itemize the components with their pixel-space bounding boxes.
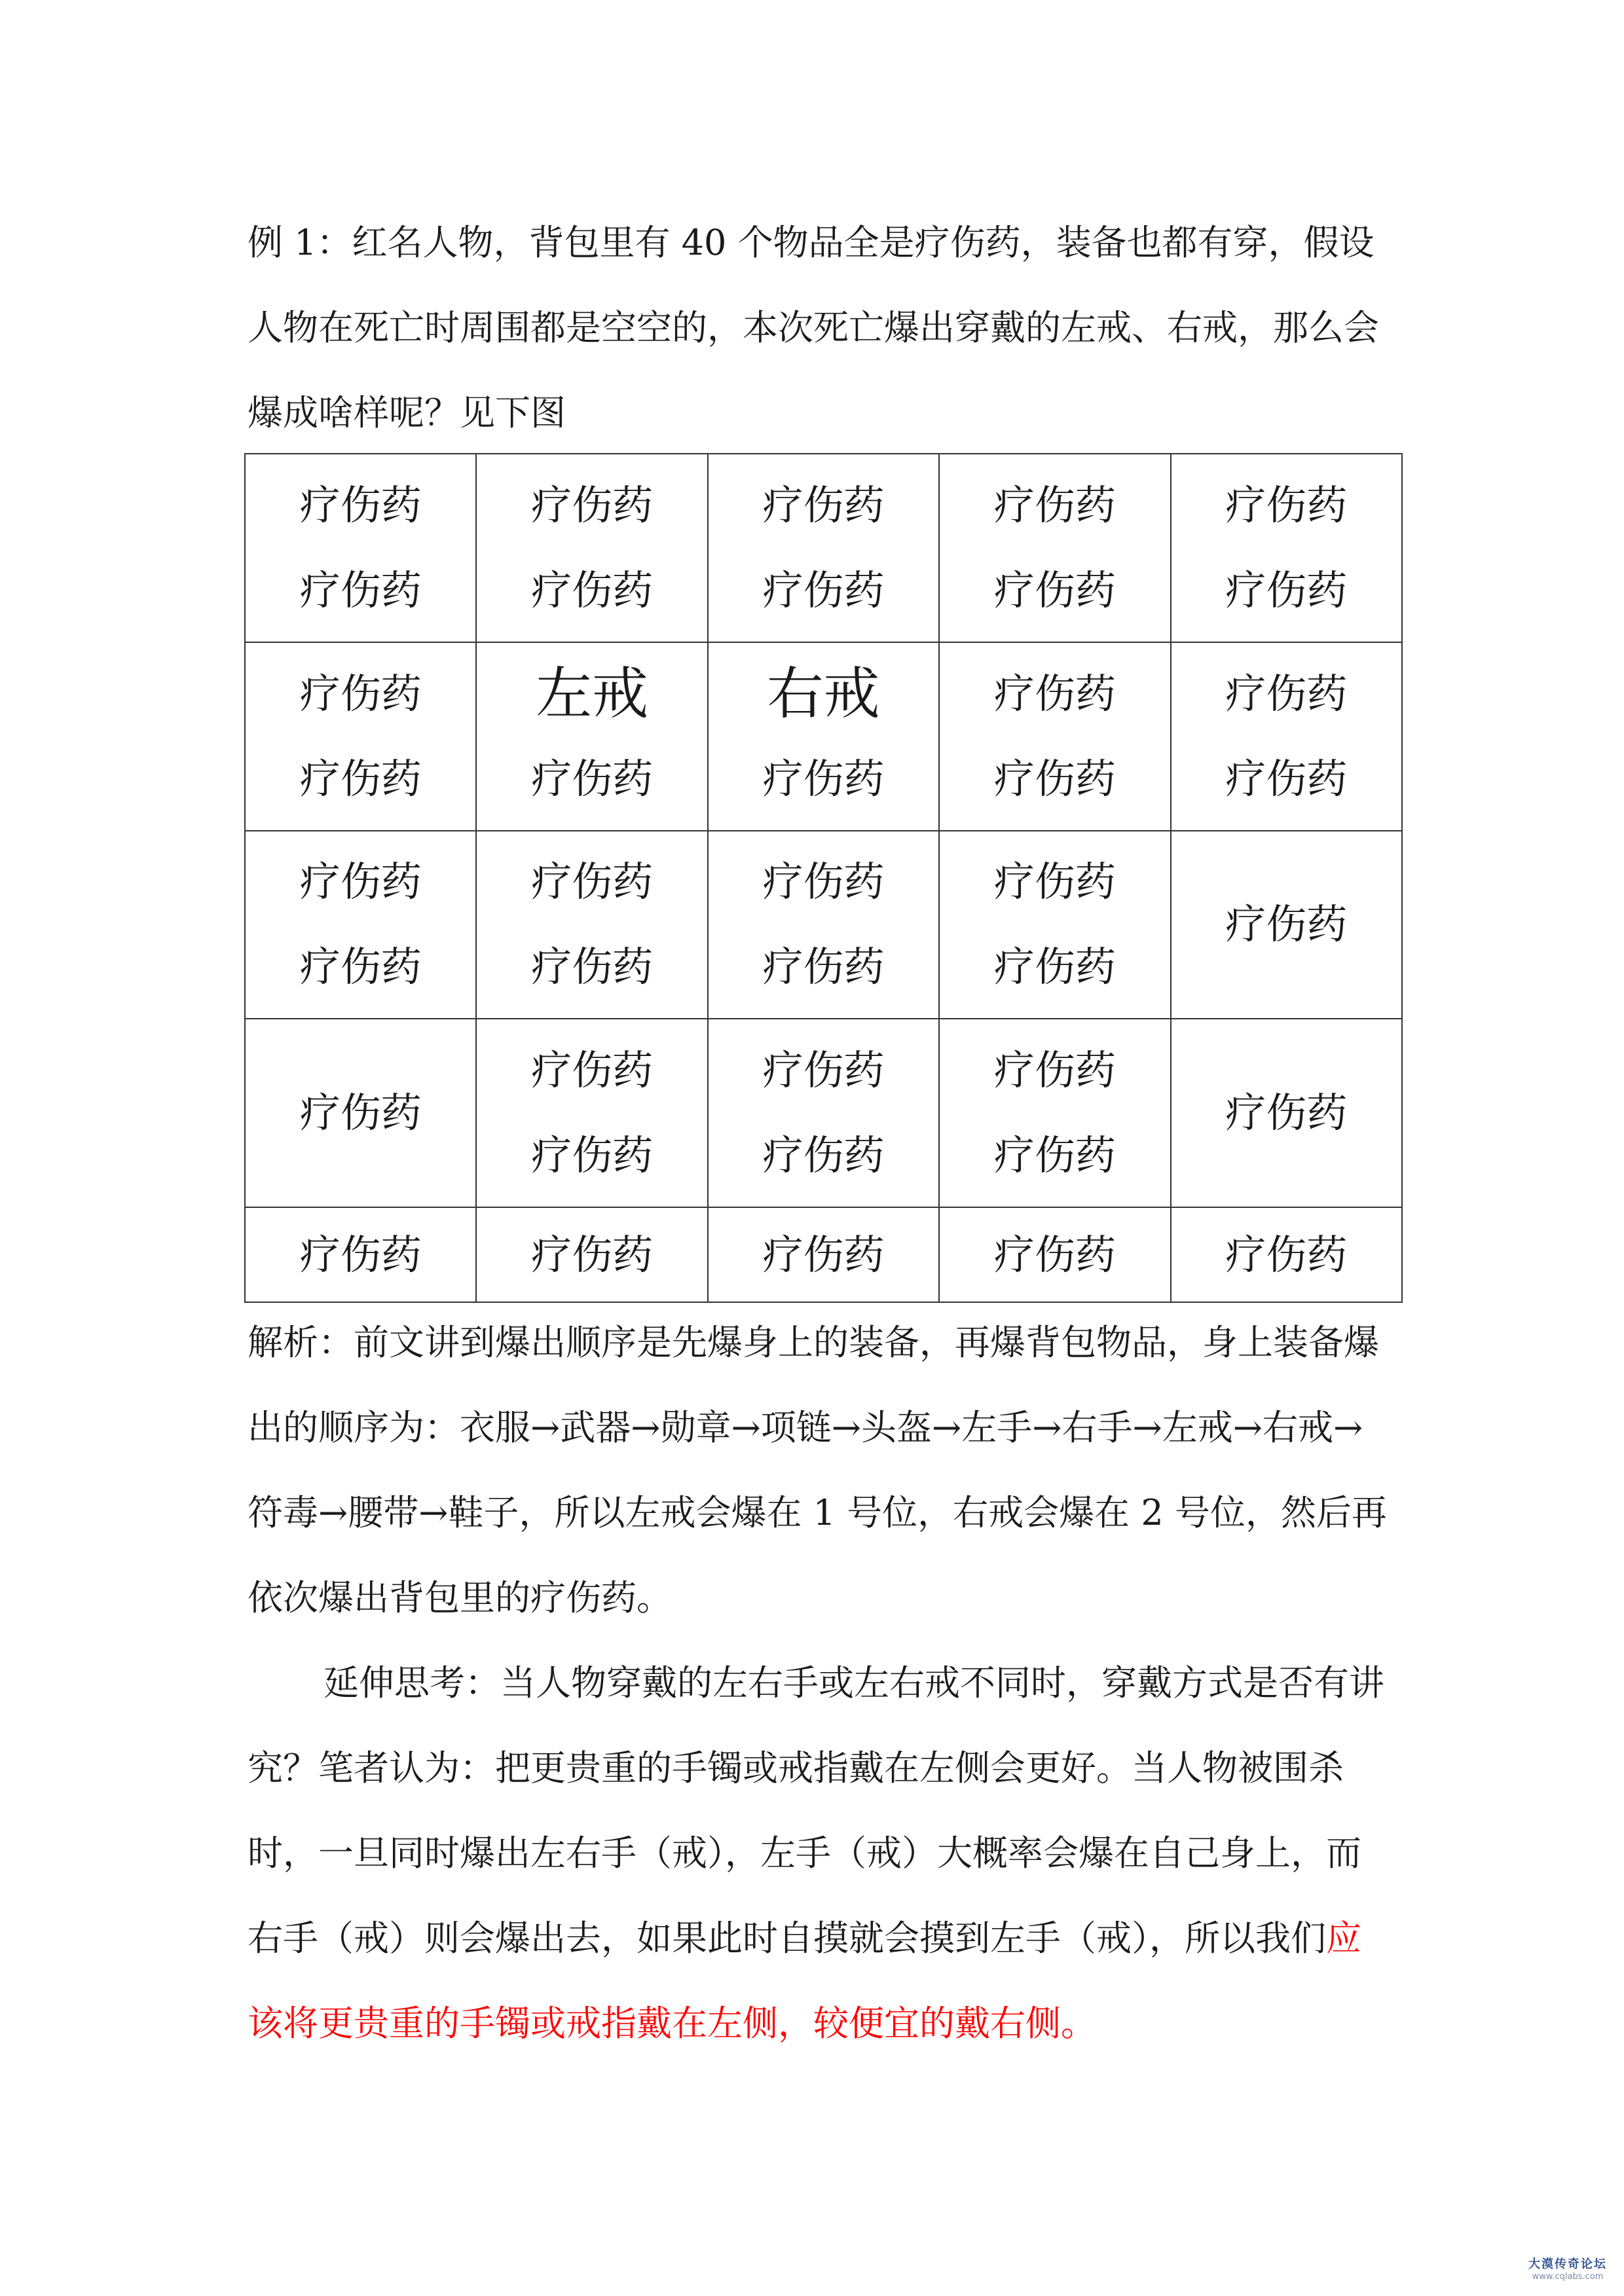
cell-item: 疗伤药 (1225, 900, 1348, 949)
grid-cell (1171, 831, 1402, 1019)
cell-item: 疗伤药 (531, 566, 654, 614)
intro-paragraph: 例 1：红名人物，背包里有 40 个物品全是疗伤药，装备也都有穿，假设人物在死亡时周围都是空空的，本次死亡爆出穿戴的左戒、右戒，那么会爆成啥样呢？见下图 (248, 222, 1379, 433)
grid-body (245, 454, 1402, 1302)
grid-cell (1171, 454, 1402, 642)
grid-cell (1171, 1207, 1402, 1302)
cell-item: 疗伤药 (299, 669, 422, 718)
cell-item: 疗伤药 (762, 566, 885, 614)
cell-item: 疗伤药 (993, 1131, 1116, 1180)
cell-item: 疗伤药 (299, 481, 422, 529)
grid-cell (939, 454, 1170, 642)
cell-item: 疗伤药 (299, 566, 422, 614)
cell-item: 疗伤药 (762, 1131, 885, 1180)
cell-item: 疗伤药 (993, 566, 1116, 614)
grid-cell (939, 642, 1170, 831)
highlighted-advice: 应该将更贵重的手镯或戒指戴在左侧，较便宜的戴右侧。 (248, 1918, 1361, 2044)
grid-cell (476, 1019, 707, 1207)
grid-cell (245, 642, 476, 831)
grid-cell (939, 831, 1170, 1019)
cell-item: 左戒 (536, 661, 649, 727)
grid-cell (245, 1207, 476, 1302)
cell-item: 疗伤药 (993, 943, 1116, 991)
analysis-paragraph: 解析：前文讲到爆出顺序是先爆身上的装备，再爆背包物品，身上装备爆出的顺序为：衣服→武器→勋章→项链→头盔→左手→右手→左戒→右戒→符毒→腰带→鞋子，所以左戒会爆在 1 号位，右戒会爆在 2 号位，然后再依次爆出背包里的疗伤药。 (248, 1322, 1387, 1618)
grid-cell (708, 831, 939, 1019)
cell-item: 疗伤药 (299, 754, 422, 803)
grid-cell (476, 831, 707, 1019)
cell-item: 疗伤药 (762, 1046, 885, 1095)
cell-item: 疗伤药 (993, 1046, 1116, 1095)
grid-cell (245, 1019, 476, 1207)
cell-item: 疗伤药 (531, 858, 654, 906)
cell-item: 疗伤药 (531, 754, 654, 803)
cell-item: 疗伤药 (1225, 1230, 1348, 1279)
cell-item: 疗伤药 (762, 858, 885, 906)
drop-position-grid (244, 453, 1403, 1303)
grid-row (245, 454, 1402, 642)
cell-item: 疗伤药 (993, 754, 1116, 803)
extension-paragraph (248, 1641, 1388, 2066)
grid-cell (476, 642, 707, 831)
grid-row (245, 642, 1402, 831)
cell-item: 疗伤药 (531, 943, 654, 991)
cell-item: 疗伤药 (1225, 566, 1348, 614)
grid-cell (476, 1207, 707, 1302)
grid-cell (708, 1019, 939, 1207)
grid-cell (939, 1019, 1170, 1207)
watermark-title: 大漠传奇论坛 (1528, 2257, 1607, 2271)
grid-cell (245, 831, 476, 1019)
watermark-url: www.cqlabs.com (1532, 2272, 1604, 2282)
cell-item: 疗伤药 (299, 943, 422, 991)
cell-item: 疗伤药 (762, 1230, 885, 1279)
cell-item: 疗伤药 (762, 481, 885, 529)
cell-item: 疗伤药 (762, 754, 885, 803)
grid-cell (708, 454, 939, 642)
grid-cell (1171, 1019, 1402, 1207)
cell-item: 右戒 (767, 661, 880, 727)
grid-cell (245, 454, 476, 642)
cell-item: 疗伤药 (299, 858, 422, 906)
cell-item: 疗伤药 (531, 1230, 654, 1279)
cell-item: 疗伤药 (531, 1046, 654, 1095)
cell-item: 疗伤药 (993, 858, 1116, 906)
extension-text: 延伸思考：当人物穿戴的左右手或左右戒不同时，穿戴方式是否有讲究？笔者认为：把更贵重的手镯或戒指戴在左侧会更好。当人物被围杀时，一旦同时爆出左右手（戒），左手（戒）大概率会爆在自己身上，而右手（戒）则会爆出去，如果此时自摸就会摸到左手（戒），所以我们 (248, 1662, 1384, 1959)
cell-item: 疗伤药 (993, 481, 1116, 529)
cell-item: 疗伤药 (1225, 1089, 1348, 1137)
cell-item: 疗伤药 (993, 669, 1116, 718)
grid-cell (476, 454, 707, 642)
grid-cell (939, 1207, 1170, 1302)
cell-item: 疗伤药 (531, 1131, 654, 1180)
cell-item: 疗伤药 (762, 943, 885, 991)
cell-item: 疗伤药 (1225, 669, 1348, 718)
cell-item: 疗伤药 (531, 481, 654, 529)
forum-watermark-logo (1528, 2255, 1607, 2282)
grid-row (245, 1019, 1402, 1207)
cell-item: 疗伤药 (299, 1089, 422, 1137)
cell-item: 疗伤药 (299, 1230, 422, 1279)
cell-item: 疗伤药 (1225, 481, 1348, 529)
grid-cell (1171, 642, 1402, 831)
cell-item: 疗伤药 (993, 1230, 1116, 1279)
grid-row (245, 831, 1402, 1019)
grid-cell (708, 642, 939, 831)
grid-cell (708, 1207, 939, 1302)
grid-row (245, 1207, 1402, 1302)
cell-item: 疗伤药 (1225, 754, 1348, 803)
